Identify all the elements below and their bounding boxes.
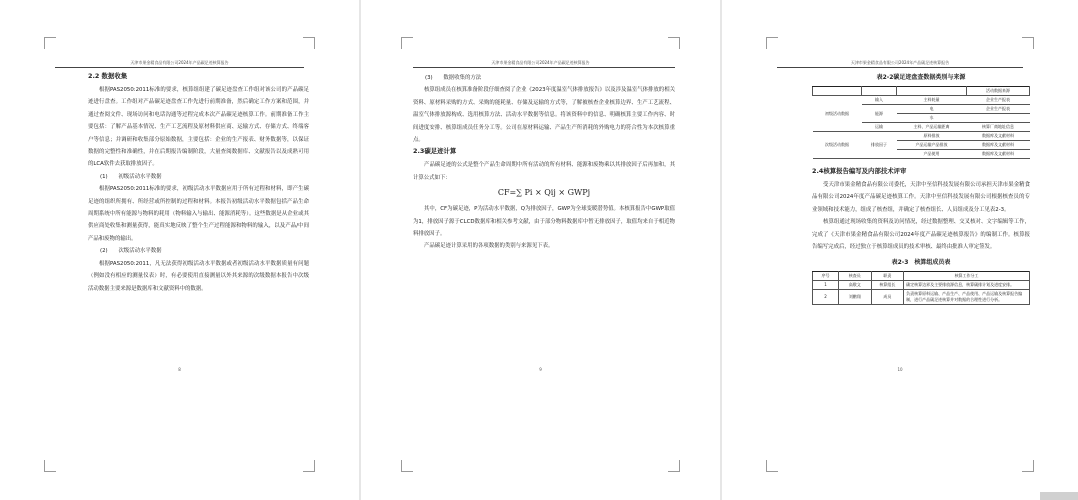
table-row (813, 96, 1030, 105)
paragraph: 根据PAS2050:2011标准的要求，核算组组建了碳足迹盘查工作组对该公司的产品碳足迹进行盘查。工作组对产品碳足迹盘查工作先进行前期准备，然后确定工作方案和范围，并通过查阅文件、现场访问和电话沟通等过程完成本次产品碳足迹核算工作。前期准备工作主要包括：了解产品基本情况、生产工艺流程及原材料供应商、运输方式、存储方式、终端客户等信息；并调研和收集部分原始数据，主要包括：企业的生产报表、财务数据等，以保证数据的完整性和准确性，并在后期报告编制阶段，大量查阅数据库、文献报告以及成熟可用的LCA软件去获取排放因子。 (88, 87, 309, 168)
table-cell: 产品使用 (897, 150, 967, 159)
crop-mark (1022, 460, 1034, 472)
page-number: 9 (539, 367, 542, 372)
paragraph: 其中，CF为碳足迹，P为活动水平数据，Q为排放因子，GWP为全球变暖潜势值。本核算报告中GWP取值为1，排放因子源于CLCD数据库和相关参考文献，由于部分物料数据库中暂无排放因子，取值均来自于相近物料排放因子。 (413, 206, 675, 238)
table-cell: 电 (897, 105, 967, 114)
table-header-row (813, 272, 1030, 281)
header-rule (777, 67, 1023, 68)
header-rule (55, 67, 304, 68)
document-page-9 (361, 0, 720, 500)
table-caption: 表2-2碳足迹盘查数据类别与来源 (876, 74, 966, 81)
page-body (812, 72, 1030, 305)
subheading: (3) 数据收集的方法 (425, 75, 482, 81)
crop-mark (401, 37, 413, 49)
data-source-table (812, 86, 1030, 159)
table-cell: 企业生产报表 (967, 105, 1030, 114)
crop-mark (44, 37, 56, 49)
crop-mark (401, 460, 413, 472)
section-heading: 2.4核算报告编写及内部技术评审 (812, 167, 907, 175)
page-number: 8 (178, 367, 181, 372)
table-cell: 输入 (862, 96, 897, 105)
table-cell: 1 (813, 281, 839, 290)
table-header-cell (862, 87, 897, 96)
table-cell: 排放因子 (862, 132, 897, 159)
section-heading: 2.3碳足迹计算 (413, 147, 457, 156)
view-toggle[interactable] (1040, 492, 1078, 500)
crop-mark (668, 460, 680, 472)
table-cell: 主料、产品运输距离 (897, 123, 967, 132)
carbon-footprint-formula: CF=∑ Pi × Qij × GWPj (497, 188, 591, 198)
page-header: 天津市果金精食品有限公司2024年产品碳足迹核算报告 (130, 60, 229, 65)
paragraph: 产品碳足迹计算采用的各项数据的类别与来源见下表。 (424, 243, 554, 250)
page-number: 10 (897, 367, 903, 372)
crop-mark (44, 460, 56, 472)
paragraph: 受天津市果金精食品有限公司委托，天津中至信科技发展有限公司承担天津市果金精食品有限公司2024年度产品碳足迹核算工作。天津中至信科技发展有限公司根据核查员的专业领域和技术能力，组成了核查组，并确定了核查组长、人员组成及分工见表2-3。 (812, 182, 1030, 213)
table-header-cell: 核查员 (839, 272, 872, 281)
table-header-cell: 序号 (813, 272, 839, 281)
table-cell: 数据库及文献材料 (967, 141, 1030, 150)
crop-mark (303, 37, 315, 49)
table-cell: 负责核算原料运输、产品生产、产品使用、产品运输及核算报告编制，进行产品碳足迹核算并对数据的合理性进行分析。 (904, 290, 1030, 305)
table-cell: 企业生产报表 (967, 96, 1030, 105)
table-cell: 数据库及文献材料 (967, 150, 1030, 159)
page-header: 天津市果金精食品有限公司2024年产品碳足迹核算报告 (491, 60, 590, 65)
table-row (813, 132, 1030, 141)
table-header-cell: 核算工作分工 (904, 272, 1030, 281)
table-cell: 刘鹏翔 (839, 290, 872, 305)
header-rule (413, 67, 675, 68)
table-row (813, 290, 1030, 305)
paragraph: 根据PAS2050:2011标准的要求，初级活动水平数据应用于所有过程和材料，即产生碳足迹的组织所拥有、所经营或所控制的过程和材料。本报告初级活动水平数据包括产品生命周期系统中所有能源与物料的耗用（物料输入与输出、能源消耗等）。这些数据是从企业或其供应商处收集和测量获得，能真实地反映了整个生产过程能源和物料的输入，以及产品/中间产品和废物的输出。 (88, 186, 309, 242)
table-cell (967, 114, 1030, 123)
table-cell: 次级活动数据 (813, 132, 862, 159)
table-header-row (813, 87, 1030, 96)
crop-mark (303, 460, 315, 472)
table-cell: 核算组长 (871, 281, 904, 290)
section-heading: 2.2 数据收集 (88, 72, 128, 80)
table-header-cell: 职责 (871, 272, 904, 281)
paragraph: 核算组成员在核算准备阶段仔细查阅了企业《2023年度温室气体排放报告》以及涉及温室气体排放的相关资料、原材料采购的方式、采购的能耗量、存储及运输的方式等，了解被核查企业核算边界、生产工艺流程、温室气体排放源构成、选用核算方法、活动水平数据等信息。将该资料中的信息、明确核算主要工作内容、时间进度安排、核算组成员任务分工等。公司在原材料运输、产品生产所消耗的外购电力的符合性为本次核算重点。 (413, 87, 675, 144)
crop-mark (668, 37, 680, 49)
table-cell: 高敬文 (839, 281, 872, 290)
table-caption: 表2-3 核算组成员表 (891, 259, 951, 267)
subheading: (1) 初级活动水平数据 (100, 173, 162, 180)
table-header-cell (897, 87, 967, 96)
table-cell: 能源 (862, 105, 897, 123)
paragraph: 核算组通过现场收集的资料及访问情况，经过数据整理、交叉核对、文字编辑等工作，完成了《天津市果金精食品有限公司2024年度产品碳足迹核算报告》的编制工作。核算报告编写完成后，经过独立于核算组成员的技术审核、最终由批准人审定签发。 (812, 219, 1030, 251)
crop-mark (1022, 37, 1034, 49)
paragraph: 根据PAS2050:2011，凡无法获得初级活动水平数据或者初级活动水平数据质量有问题（例如没有相应的测量仪表）时，有必要使用直接测量以外其来源的次级数据本报告中次级活动数据主要来源是数据库和文献资料中的数据。 (88, 260, 309, 292)
table-cell: 运输 (862, 123, 897, 132)
subheading: (2) 次级活动水平数据 (100, 248, 162, 255)
table-header-cell (813, 87, 862, 96)
table-row (813, 281, 1030, 290)
table-cell: 原料排放 (897, 132, 967, 141)
crop-mark (766, 37, 778, 49)
page-body (88, 72, 309, 295)
table-cell: 确定核算边界及主要排放源信息，核算碳排计划及进度安排。 (904, 281, 1030, 290)
table-cell: 水 (897, 114, 967, 123)
table-cell: 成员 (871, 290, 904, 305)
document-page-10 (722, 0, 1078, 500)
table-cell: 产品运输产品排放 (897, 141, 967, 150)
table-cell: 主料耗量 (897, 96, 967, 105)
table-header-cell: 活动数据来源 (967, 87, 1030, 96)
page-header: 天津市果金精食品有限公司2024年产品碳足迹核算报告 (850, 60, 950, 65)
table-cell: 初级活动数据 (813, 96, 862, 132)
team-members-table (812, 271, 1030, 305)
table-cell: 2 (813, 290, 839, 305)
page-body (413, 72, 675, 253)
table-cell: 核算厂商地址信息 (967, 123, 1030, 132)
paragraph: 产品碳足迹的公式是整个产品生命周期中所有活动的所有材料、能源和废物乘以其排放因子后再加和，其计算公式如下： (413, 162, 675, 181)
document-page-8 (0, 0, 359, 500)
crop-mark (766, 460, 778, 472)
table-cell: 数据库及文献材料 (967, 132, 1030, 141)
